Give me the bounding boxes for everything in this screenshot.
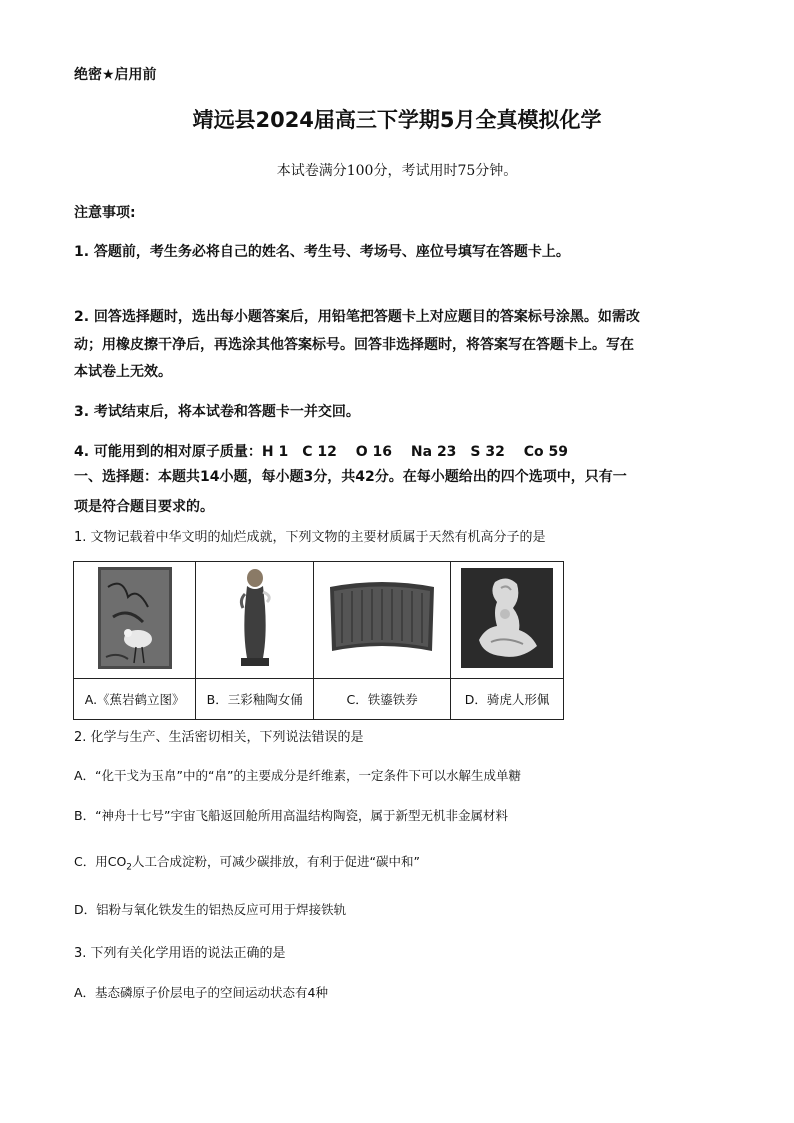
- jade-pendant-icon: [461, 568, 553, 668]
- notice-item-2-line3: 本试卷上无效。: [74, 364, 172, 380]
- question-2-option-d: D．铝粉与氧化铁发生的铝热反应可用于焊接铁轨: [74, 902, 347, 917]
- section-heading: [74, 462, 724, 522]
- relic-caption-a: A.《蕉岩鹤立图》: [74, 679, 196, 720]
- page-title: 靖远县2024届高三下学期5月全真模拟化学: [192, 108, 602, 132]
- relic-cell-d: [451, 562, 564, 679]
- section-heading-line2: 项是符合题目要求的。: [74, 499, 214, 515]
- question-3-option-a: A．基态磷原子价层电子的空间运动状态有4种: [74, 985, 329, 1000]
- notice-item-2-line1: 2. 回答选择题时，选出每小题答案后，用铅笔把答题卡上对应题目的答案标号涂黑。如需改: [74, 309, 640, 325]
- notice-item-2-line2: 动；用橡皮擦干净后，再选涂其他答案标号。回答非选择题时，将答案写在答题卡上。写在: [74, 337, 634, 353]
- relics-table: [73, 561, 564, 720]
- notice-item-4: 4. 可能用到的相对原子质量：H 1 C 12 O 16 Na 23 S 32 Co 59: [74, 444, 568, 460]
- option-c-suffix: 人工合成淀粉，可减少碳排放，有利于促进“碳中和”: [132, 854, 420, 869]
- figurine-icon: [233, 566, 277, 670]
- relic-caption-b: B．三彩釉陶女俑: [196, 679, 314, 720]
- relic-caption-d: D．骑虎人形佩: [451, 679, 564, 720]
- painting-icon: [98, 567, 172, 669]
- question-2-option-b: B．“神舟十七号”宇宙飞船返回舱所用高温结构陶瓷，属于新型无机非金属材料: [74, 808, 509, 823]
- relic-cell-b: [196, 562, 314, 679]
- relic-cell-c: [314, 562, 451, 679]
- co2-subscript: 2: [126, 862, 133, 873]
- question-2-stem: 2. 化学与生产、生活密切相关，下列说法错误的是: [74, 730, 364, 745]
- relic-caption-c: C．铁鎏铁券: [314, 679, 451, 720]
- exam-info: 本试卷满分100分，考试用时75分钟。: [276, 163, 518, 179]
- notice-item-1: 1. 答题前，考生务必将自己的姓名、考生号、考场号、座位号填写在答题卡上。: [74, 244, 570, 260]
- relic-cell-a: [74, 562, 196, 679]
- notice-item-3: 3. 考试结束后，将本试卷和答题卡一并交回。: [74, 404, 360, 420]
- question-1-stem: 1. 文物记载着中华文明的灿烂成就，下列文物的主要材质属于天然有机高分子的是: [74, 530, 546, 545]
- question-2-option-c: [74, 852, 420, 873]
- question-2-option-a: A．“化干戈为玉帛”中的“帛”的主要成分是纤维素，一定条件下可以水解生成单糖: [74, 768, 521, 783]
- section-heading-line1: 一、选择题：本题共14小题，每小题3分，共42分。在每小题给出的四个选项中，只有一: [74, 469, 627, 485]
- notice-heading: 注意事项:: [74, 205, 136, 221]
- question-3-stem: 3. 下列有关化学用语的说法正确的是: [74, 946, 286, 961]
- iron-tablet-icon: [326, 579, 438, 657]
- option-c-prefix: C．用CO: [74, 854, 127, 869]
- confidential-label: 绝密★启用前: [74, 67, 157, 83]
